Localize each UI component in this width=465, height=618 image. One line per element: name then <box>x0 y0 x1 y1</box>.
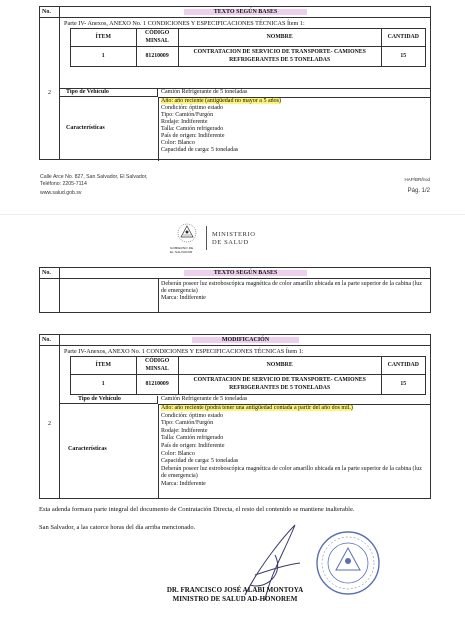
mod-cell-cantidad: 15 <box>381 375 425 395</box>
page2-left-col <box>40 279 60 313</box>
page1-cell-nombre: CONTRATACION DE SERVICIO DE TRANSPORTE- CAMIONES REFRIGERANTES DE 5 TONELADAS <box>178 47 381 67</box>
mod-car-line: Capacidad de carga: 5 toneladas <box>161 458 239 465</box>
mod-car-line: Talla: Camión refrigerado <box>161 435 224 442</box>
footer-ref: HAP/BR/lrod <box>404 177 430 182</box>
logo-divider <box>206 226 207 250</box>
mod-header-texto <box>60 335 431 346</box>
coat-of-arms-icon <box>176 222 198 248</box>
page1-col-codigo: CÓDIGO MINSAL <box>136 29 178 47</box>
mod-tipo-label: Tipo de Vehículo <box>60 396 158 404</box>
page1-col-nombre: NOMBRE <box>178 29 381 47</box>
page1-car-label: Características <box>66 125 105 131</box>
mod-car-list <box>161 405 423 489</box>
mod-cell-codigo: 81210009 <box>136 375 178 395</box>
signature-title: MINISTRO DE SALUD AD-HONOREM <box>172 595 298 603</box>
mod-car-line: Rodaje: Indiferente <box>161 427 208 434</box>
page1-header-texto-label: TEXTO SEGÚN BASES <box>184 9 308 15</box>
mod-col-item: ÍTEM <box>71 357 137 375</box>
page2-header-texto <box>60 268 431 279</box>
page2-vline <box>158 279 159 313</box>
mod-cell-item: 1 <box>71 375 137 395</box>
page2-line: Deberán poseer luz estroboscópica magnética de color amarillo ubicada en la parte superior de la cabina (luz de emergencia) <box>161 281 422 294</box>
page1-car-line: Color: Blanco <box>161 140 195 146</box>
page1-vline <box>158 97 159 161</box>
page1-col-cantidad: CANTIDAD <box>381 29 425 47</box>
mod-car-highlight: Año: año reciente (podrá tener una antigüedad contada a partir del año dos mil.) <box>161 405 353 411</box>
logo-line1: MINISTERIO <box>212 231 256 238</box>
page1-item-table <box>70 28 426 67</box>
page1-header-no: No. <box>40 7 60 18</box>
page2-line: Marca: Indiferente <box>161 295 206 301</box>
footer-page: Pág. 1/2 <box>407 188 430 194</box>
mod-tipo-value: Camión Refrigerante de 5 toneladas <box>161 396 248 402</box>
logo-line2: DE SALUD <box>212 239 249 246</box>
footer-address: Calle Arce No. 827, San Salvador, El Salvador, <box>40 174 148 180</box>
page1-tipo-value: Camión Refrigerante de 5 toneladas <box>161 89 248 95</box>
mod-car-line: Marca: Indiferente <box>161 480 206 487</box>
page1-parte-text: Parte IV- Anexos, ANEXO No. 1 CONDICIONES Y ESPECIFICACIONES TÉCNICAS Ítem 1: <box>64 20 305 27</box>
page1-table <box>39 6 431 160</box>
signature-name: DR. FRANCISCO JOSÉ ALABI MONTOYA <box>166 586 304 594</box>
page1-car-line: Condición: óptimo estado <box>161 105 223 111</box>
page1-col-item: ÍTEM <box>71 29 137 47</box>
page1-footer <box>40 174 430 196</box>
page1-car-line: Rodaje: Indiferente <box>161 119 208 125</box>
mod-parte-text: Parte IV-Anexos, ANEXO No. 1 CONDICIONES Y ESPECIFICACIONES TÉCNICAS Ítem 1: <box>64 348 304 355</box>
footer-web: www.salud.gob.sv <box>40 189 82 196</box>
page1-car-highlight: Año: año reciente (antigüedad no mayor a 5 años) <box>161 98 281 104</box>
footer-phone: Teléfono: 2205-7114 <box>40 180 87 187</box>
mod-car-line: Deberán poseer luz estroboscópica magnética de color amarillo ubicada en la parte superior de la cabina (luz de emergencia) <box>161 465 422 480</box>
mod-col-codigo: CÓDIGO MINSAL <box>136 357 178 375</box>
mod-vline <box>158 404 159 499</box>
page2-texto-table <box>39 267 431 313</box>
mod-header-no: No. <box>40 335 60 346</box>
mod-item-table <box>70 356 426 395</box>
page1-cell-codigo: 81210009 <box>136 47 178 67</box>
logo-sub1: GOBIERNO DE <box>170 246 194 250</box>
mod-table <box>39 334 431 499</box>
page1-cell-cantidad: 15 <box>381 47 425 67</box>
page2-header-texto-label: TEXTO SEGÚN BASES <box>184 270 308 276</box>
mod-col-nombre: NOMBRE <box>178 357 381 375</box>
ministry-logo <box>168 222 298 258</box>
page1-cell-item: 1 <box>71 47 137 67</box>
page2-header-no: No. <box>40 268 60 279</box>
page1-car-line: País de origen: Indiferente <box>161 133 225 139</box>
closing-p1: Esta adenda formara parte integral del documento de Contratación Directa, el resto del contenido se mantiene inalterable. <box>39 506 355 513</box>
mod-car-line: País de origen: Indiferente <box>161 442 225 449</box>
mod-col-cantidad: CANTIDAD <box>381 357 425 375</box>
page1-tipo-label: Tipo de Vehículo <box>60 89 158 97</box>
page-break <box>0 214 465 215</box>
mod-car-label: Características <box>68 446 107 452</box>
mod-row-number: 2 <box>40 346 60 499</box>
page1-car-list <box>161 98 421 154</box>
closing-p2: San Salvador, a las catorce horas del día arriba mencionado. <box>39 524 196 531</box>
mod-car-line: Tipo: Camión/Furgón <box>161 420 214 427</box>
page2-lines <box>161 281 425 302</box>
page1-car-line: Capacidad de carga: 5 toneladas <box>161 147 239 153</box>
logo-sub2: EL SALVADOR <box>170 250 193 254</box>
mod-cell-nombre: CONTRATACION DE SERVICIO DE TRANSPORTE- CAMIONES REFRIGERANTES DE 5 TONELADAS <box>178 375 381 395</box>
page1-car-line: Tipo: Camión/Furgón <box>161 112 214 118</box>
page1-header-texto <box>60 7 431 18</box>
page1-spec-box <box>60 88 431 160</box>
page1-car-line: Talla: Camión refrigerado <box>161 126 224 132</box>
page1-row-number: 2 <box>40 18 60 160</box>
mod-car-line: Color: Blanco <box>161 450 195 457</box>
mod-car-line: Condición: óptimo estado <box>161 412 223 419</box>
mod-spec-box <box>60 396 431 499</box>
mod-header-texto-label: MODIFICACIÓN <box>192 337 299 343</box>
